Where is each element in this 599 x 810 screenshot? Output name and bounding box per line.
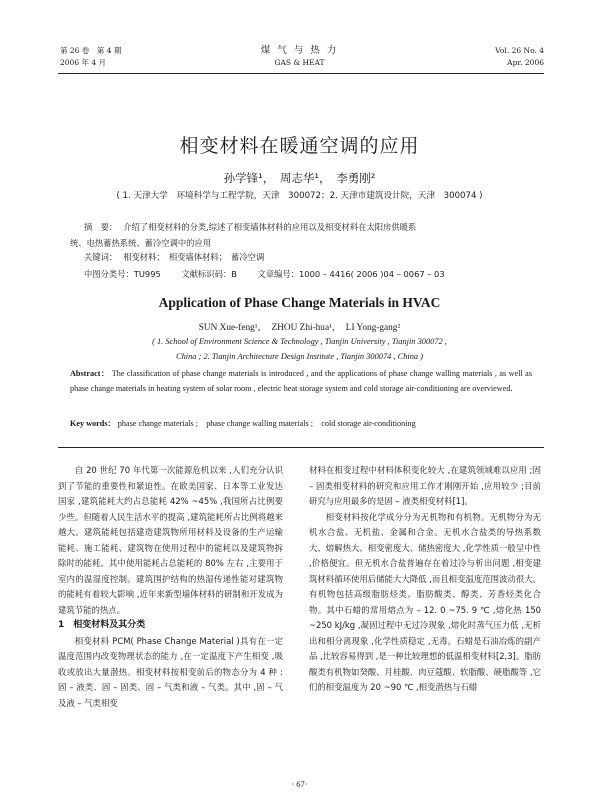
keywords-en	[70, 416, 532, 431]
keywords-label-en: Key words：	[70, 419, 116, 428]
abstract-text-en: The classification of phase change materials is introduced , and the applications of phase change walling materials , as well as phase change materials in heating system of solar room , electric heat storage system and cold storage air-conditioning are overviewed.	[70, 369, 533, 394]
article-number: 文章编号：1000 – 4416( 2006 )04 – 0067 – 03	[257, 269, 445, 279]
section-heading-1: 1 相变材料及其分类	[58, 620, 146, 630]
paragraph-chemical-classification: 相变材料按化学成分分为无机物和有机物。无机物分为无机水合盐、无机盐、金属和合金。无机水合盐类的导热系数大、熔解热大、相变密度大、储热密度大 ,化学性质一般呈中性 ,价格便宜。但无机水合盐普遍存在着过冷与析出问题 ,相变建筑材料循环使用后储能大大降低 ,而且相变温度范围波动很大。有机物包括高级脂肪烃类、脂肪酸类、醇类、芳香烃类化合物。其中石蜡的常用熔点为 – 12. 0 ~75. 9 ℃ ,熔化热 150 ~250 kJ/kg ,凝固过程中无过冷现象 ,熔化时蒸气压力低 ,无析出和相分离现象 ,化学性质稳定 ,无毒。石蜡是石油冶炼的副产品 ,比较容易得到 ,是一种比较理想的低温相变材料[2,3]。脂肪酸类有机物如癸酸、月桂酸、肉豆蔻酸、软脂酸、硬脂酸等 ,它们的相变温度为 20 ~90 ℃ ,相变潜热与石蜡	[309, 511, 541, 692]
authors-cn: 孙学锋¹， 周志华¹， 李勇刚²	[223, 171, 376, 185]
body-column-left	[58, 463, 283, 711]
affiliation-en-2: China ; 2. Tianjin Architecture Design Institute , Tianjin 300074 , China )	[176, 352, 423, 361]
authors-en: SUN Xue-feng¹， ZHOU Zhi-hua¹， LI Yong-gang²	[198, 323, 401, 333]
issue-date-en: Apr. 2006	[507, 58, 544, 67]
abstract-text-cn-1: 介绍了相变材料的分类,综述了相变墙体材料的应用以及相变材料在太阳房供暖系	[123, 222, 417, 232]
document-code: 文献标识码：B	[181, 269, 237, 279]
affiliation-en-1: ( 1. School of Environment Science & Technology , Tianjin University , Tianjin 300072 ,	[152, 337, 447, 346]
paper-title-cn: 相变材料在暖通空调的应用	[179, 135, 420, 157]
body-column-right	[309, 463, 541, 696]
class-number: 中图分类号：TU995	[84, 269, 161, 279]
journal-name-en: GAS & HEAT	[274, 58, 325, 67]
header-rule	[58, 73, 544, 74]
paragraph-continued: 材料在相变过程中材料体积变化较大 ,在建筑领域难以应用 ;固 – 固类相变材料的研究和应用工作才刚刚开始 ,应用较少 ;目前研究与应用最多的是固 – 液类相变材料[1]。	[309, 465, 541, 506]
keywords-cn	[84, 251, 264, 263]
abstract-text-cn-2: 统、电热蓄热系统、蓄冷空调中的应用	[70, 237, 212, 248]
classification-line	[84, 268, 544, 280]
journal-issue-info-en	[495, 45, 544, 69]
abstract-label-en: Abstract：	[70, 369, 110, 378]
paragraph-intro: 自 20 世纪 70 年代第一次能源危机以来 ,人们充分认识到了节能的重要性和紧迫性。在欧美国家、日本等工业发达国家 ,建筑能耗大约占总能耗 42% ~45% ,我国所占比例要少些。但随着人民生活水平的提高 ,建筑能耗所占比例将越来越大。建筑能耗包括建造建筑物所用材料及设备的生产运输能耗、施工能耗、建筑物在使用过程中的能耗以及建筑物拆除时的能耗。其中使用能耗占总能耗的 80% 左右 ,主要用于室内的温湿度控制。建筑围护结构的热湿传递性能对建筑物的能耗有着较大影响 ,近年来新型墙体材料的研制和开发成为建筑节能的热点。	[58, 465, 283, 615]
keywords-text-en: phase change materials ; phase change walling materials ; cold storage air-conditioning	[117, 419, 416, 428]
abstract-en	[70, 366, 532, 397]
keywords-label-cn: 关键词：	[84, 252, 118, 262]
paragraph-pcm-definition: 相变材料 PCM( Phase Change Material )具有在一定温度范围内改变物理状态的能力 ,在一定温度下产生相变 ,吸收或放出大量潜热。相变材料按相变前后的物态分为 4 种 :固 – 液类、固 – 固类、固 – 气类和液 – 气类。其中 ,固 – 气及液 – 气类相变	[58, 635, 283, 708]
abstract-cn	[70, 220, 540, 251]
abstract-separator	[58, 447, 544, 448]
abstract-label-cn: 摘 要：	[84, 222, 118, 232]
paper-title-en: Application of Phase Change Materials in HVAC	[158, 295, 441, 310]
volume-issue: 第 26 卷 第 4 期	[60, 46, 122, 55]
volume-issue-en: Vol. 26 No. 4	[495, 46, 544, 55]
page-number: · 67·	[291, 779, 308, 789]
journal-name-cn: 煤 气 与 热 力	[260, 45, 339, 56]
affiliation-cn: ( 1. 天津大学 环境科学与工程学院，天津 300072；2. 天津市建筑设计院，天津 300074 )	[116, 191, 483, 201]
issue-date: 2006 年 4 月	[60, 58, 107, 67]
keywords-text-cn: 相变材料； 相变墙体材料； 蓄冷空调	[123, 252, 265, 262]
